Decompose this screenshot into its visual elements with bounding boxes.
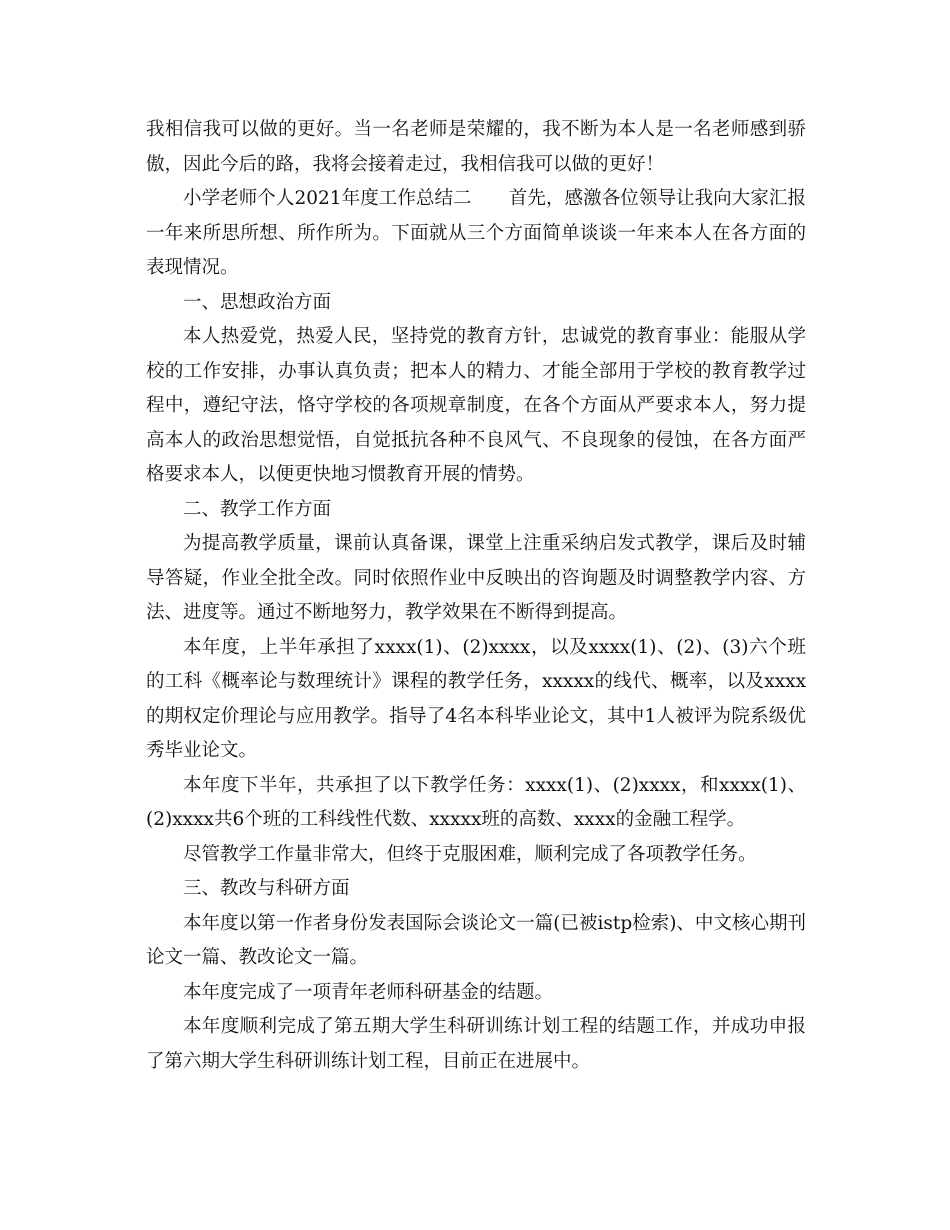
paragraph-student-research: 本年度顺利完成了第五期大学生科研训练计划工程的结题工作，并成功申报了第六期大学生科研训练计划工程，目前正在进展中。 (146, 1016, 806, 1072)
paragraph-workload: 尽管教学工作量非常大，但终于克服困难，顺利完成了各项教学任务。 (183, 843, 757, 865)
section-heading-research: 三、教改与科研方面 (183, 878, 350, 899)
paragraph-continuation: 我相信我可以做的更好。当一名老师是荣耀的，我不断为本人是一名老师感到骄傲，因此今后的路，我将会接着走过，我相信我可以做的更好！ (146, 119, 806, 175)
paragraph-teaching-quality: 为提高教学质量，课前认真备课，课堂上注重采纳启发式教学，课后及时辅导答疑，作业全批全改。同时依照作业中反映出的咨询题及时调整教学内容、方法、进度等。通过不断地努力，教学效果在不断得到提高。 (146, 533, 806, 623)
section-heading-teaching: 二、教学工作方面 (183, 498, 332, 520)
paragraph-intro: 小学老师个人2021年度工作总结二 首先，感激各位领导让我向大家汇报一年来所思所想、所作所为。下面就从三个方面简单谈谈一年来本人在各方面的表现情况。 (146, 188, 806, 278)
document-body (146, 113, 806, 1079)
paragraph-first-half-year: 本年度，上半年承担了xxxx(1)、(2)xxxx，以及xxxx(1)、(2)、(3)六个班的工科《概率论与数理统计》课程的教学任务，xxxxx的线代、概率，以及xxxx的期权定价理论与应用教学。指导了4名本科毕业论文，其中1人被评为院系级优秀毕业论文。 (146, 636, 806, 761)
section-heading-political: 一、思想政治方面 (183, 291, 332, 313)
paragraph-research-fund: 本年度完成了一项青年老师科研基金的结题。 (183, 981, 554, 1003)
paragraph-publications: 本年度以第一作者身份发表国际会谈论文一篇(已被istp检索)、中文核心期刊论文一篇、教改论文一篇。 (146, 912, 806, 968)
paragraph-second-half-year: 本年度下半年，共承担了以下教学任务：xxxx(1)、(2)xxxx，和xxxx(1)、(2)xxxx共6个班的工科线性代数、xxxxx班的高数、xxxx的金融工程学。 (146, 774, 806, 830)
paragraph-political: 本人热爱党，热爱人民，坚持党的教育方针，忠诚党的教育事业：能服从学校的工作安排，办事认真负责；把本人的精力、才能全部用于学校的教育教学过程中，遵纪守法，恪守学校的各项规章制度，在各个方面从严要求本人，努力提高本人的政治思想觉悟，自觉抵抗各种不良风气、不良现象的侵蚀，在各方面严格要求本人，以便更快地习惯教育开展的情势。 (146, 326, 806, 485)
